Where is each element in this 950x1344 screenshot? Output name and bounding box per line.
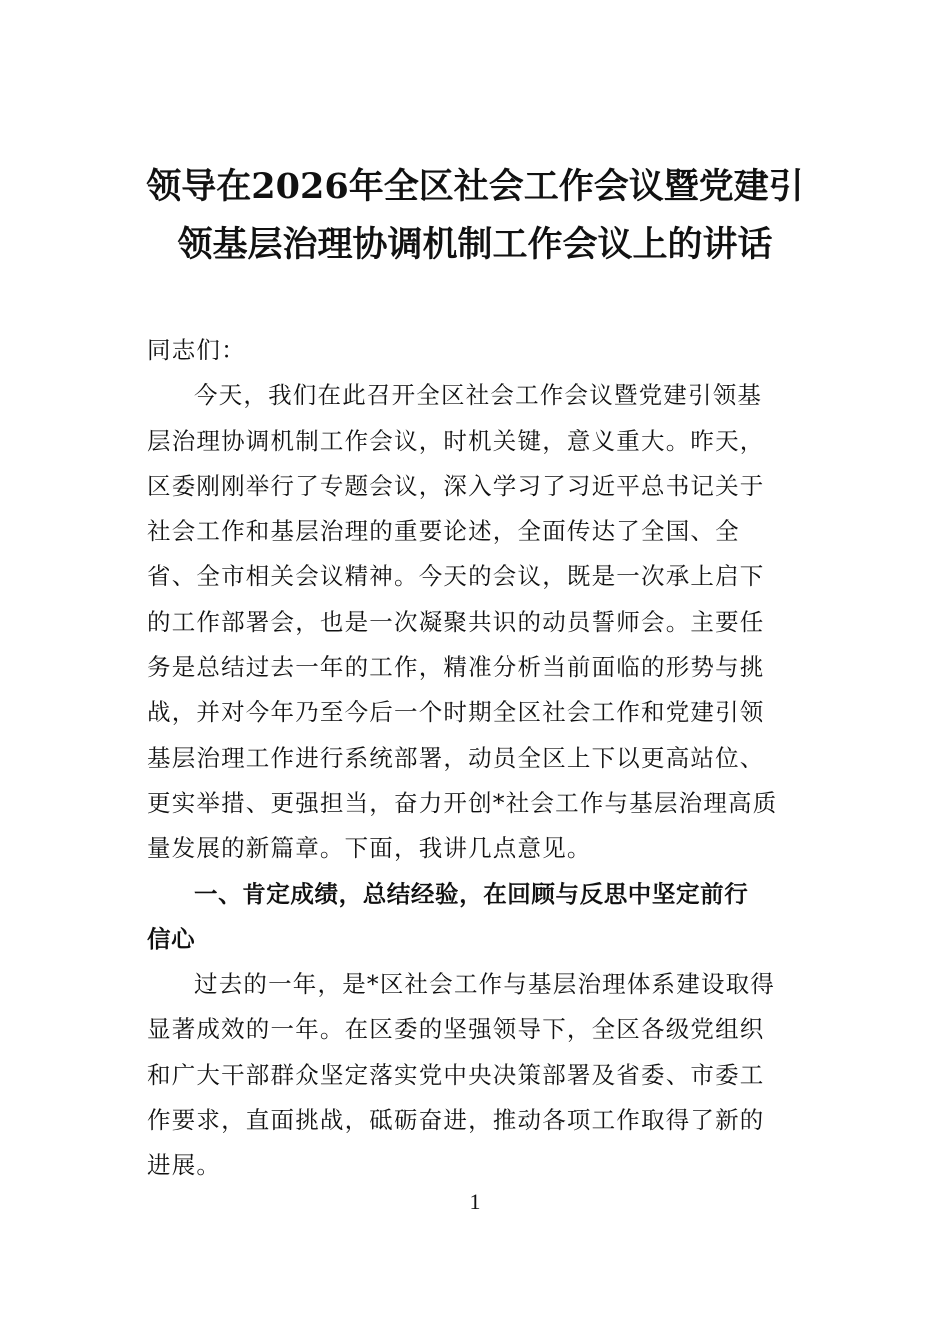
section-heading-line: 一、肯定成绩，总结经验，在回顾与反思中坚定前行: [194, 879, 749, 908]
paragraph-line: 基层治理工作进行系统部署，动员全区上下以更高站位、: [147, 743, 765, 772]
paragraph-line: 战，并对今年乃至今后一个时期全区社会工作和党建引领: [147, 698, 765, 727]
paragraph-line: 层治理协调机制工作会议，时机关键，意义重大。昨天，: [147, 426, 765, 455]
paragraph-line: 区委刚刚举行了专题会议，深入学习了习近平总书记关于: [147, 471, 765, 500]
paragraph-line: 更实举措、更强担当，奋力开创*社会工作与基层治理高质: [147, 788, 778, 817]
paragraph-line: 作要求，直面挑战，砥砺奋进，推动各项工作取得了新的: [147, 1106, 765, 1135]
salutation: 同志们：: [147, 336, 246, 364]
paragraph-line: 务是总结过去一年的工作，精准分析当前面临的形势与挑: [147, 653, 765, 682]
page-number: 1: [469, 1189, 481, 1214]
paragraph-line: 进展。: [147, 1151, 222, 1180]
title-line: 领导在2026年全区社会工作会议暨党建引: [146, 166, 804, 207]
document-title: [140, 158, 810, 274]
paragraph-line: 今天，我们在此召开全区社会工作会议暨党建引领基: [194, 381, 763, 410]
paragraph-line: 的工作部署会，也是一次凝聚共识的动员誓师会。主要任: [147, 607, 765, 636]
section-heading-line: 信心: [147, 924, 196, 953]
paragraph-line: 过去的一年，是*区社会工作与基层治理体系建设取得: [194, 970, 776, 999]
paragraph-line: 社会工作和基层治理的重要论述，全面传达了全国、全: [147, 517, 740, 546]
paragraph-line: 省、全市相关会议精神。今天的会议，既是一次承上启下: [147, 562, 765, 591]
paragraph-line: 显著成效的一年。在区委的坚强领导下，全区各级党组织: [147, 1015, 765, 1044]
title-line: 领基层治理协调机制工作会议上的讲话: [177, 224, 773, 265]
paragraph-line: 量发展的新篇章。下面，我讲几点意见。: [147, 834, 592, 863]
paragraph-line: 和广大干部群众坚定落实党中央决策部署及省委、市委工: [147, 1060, 765, 1089]
document-body: [147, 328, 807, 1189]
